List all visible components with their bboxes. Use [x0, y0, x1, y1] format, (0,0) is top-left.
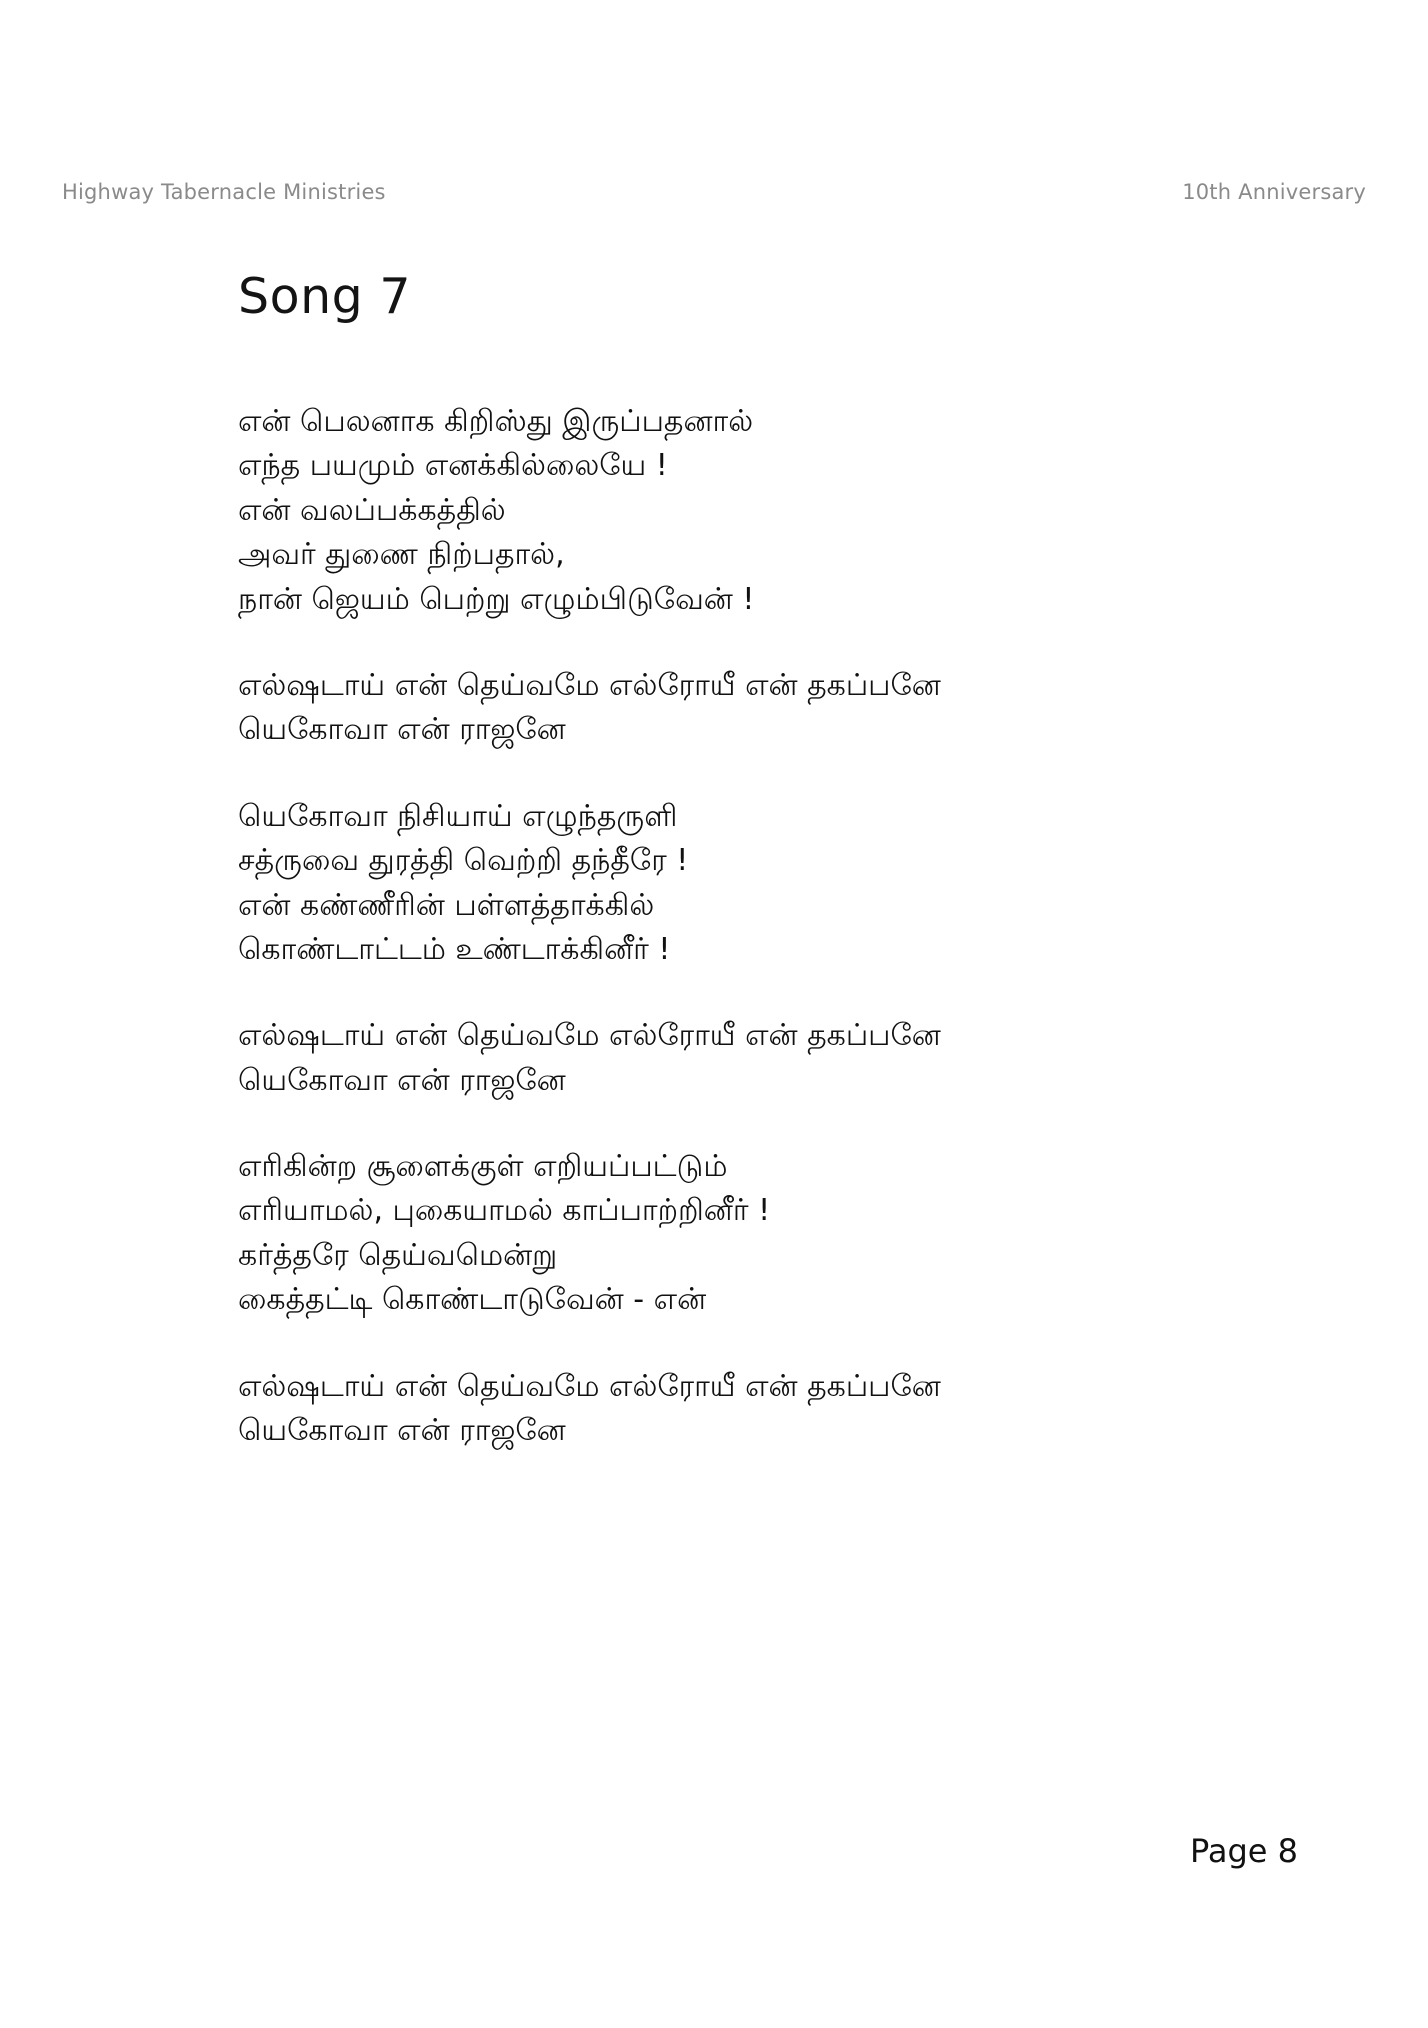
header-organization: Highway Tabernacle Ministries	[62, 180, 386, 204]
lyrics-line: நான் ஜெயம் பெற்று எழும்பிடுவேன் !	[238, 581, 755, 617]
lyrics-line: என் கண்ணீரின் பள்ளத்தாக்கில்	[238, 887, 655, 923]
lyrics-line: சத்ருவை துரத்தி வெற்றி தந்தீரே !	[238, 843, 689, 879]
lyrics-line: எல்ஷடாய் என் தெய்வமே எல்ரோயீ என் தகப்பனே	[238, 667, 941, 703]
page-header	[62, 180, 1366, 204]
lyrics-stanza	[238, 795, 1268, 973]
lyrics-line: யெகோவா என் ராஜனே	[238, 1413, 566, 1449]
lyrics-line: அவர் துணை நிற்பதால்,	[238, 537, 565, 573]
lyrics-stanza	[238, 1014, 1268, 1103]
lyrics-line: யெகோவா நிசியாய் எழுந்தருளி	[238, 798, 678, 834]
lyrics-stanza	[238, 400, 1268, 622]
lyrics-line: யெகோவா என் ராஜனே	[238, 1062, 566, 1098]
header-event: 10th Anniversary	[1182, 180, 1366, 204]
lyrics-body	[238, 400, 1268, 1495]
lyrics-line: என் வலப்பக்கத்தில்	[238, 492, 506, 528]
lyrics-stanza	[238, 1145, 1268, 1323]
lyrics-line: எல்ஷடாய் என் தெய்வமே எல்ரோயீ என் தகப்பனே	[238, 1368, 941, 1404]
page-title: Song 7	[238, 268, 411, 325]
lyrics-line: எல்ஷடாய் என் தெய்வமே எல்ரோயீ என் தகப்பனே	[238, 1018, 941, 1054]
lyrics-line: கொண்டாட்டம் உண்டாக்கினீர் !	[238, 931, 671, 967]
lyrics-line: கைத்தட்டி கொண்டாடுவேன் - என்	[238, 1282, 707, 1318]
lyrics-line: எரியாமல், புகையாமல் காப்பாற்றினீர் !	[238, 1193, 771, 1229]
lyrics-stanza	[238, 1365, 1268, 1454]
page-number: Page 8	[1190, 1832, 1298, 1870]
lyrics-line: கர்த்தரே தெய்வமென்று	[238, 1237, 558, 1273]
lyrics-line: எரிகின்ற சூளைக்குள் எறியப்பட்டும்	[238, 1149, 728, 1185]
lyrics-line: என் பெலனாக கிறிஸ்து இருப்பதனால்	[238, 404, 754, 439]
lyrics-line: யெகோவா என் ராஜனே	[238, 712, 566, 748]
lyrics-line: எந்த பயமும் எனக்கில்லையே !	[238, 448, 668, 484]
lyrics-stanza	[238, 664, 1268, 753]
